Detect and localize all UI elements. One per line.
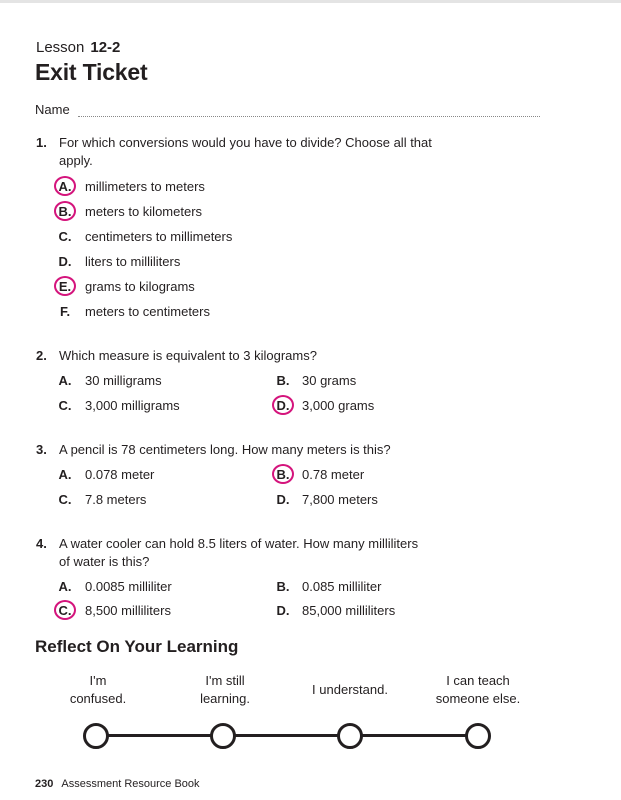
q3-number: 3. — [36, 442, 47, 457]
page-title: Exit Ticket — [35, 59, 148, 85]
q2-option-c-letter[interactable]: C. — [58, 398, 72, 413]
scale-label-confused — [48, 672, 148, 708]
q1-option-e-text: grams to kilograms — [85, 279, 195, 294]
scale-label-confused-line2: confused. — [69, 691, 127, 706]
q4-option-a-letter[interactable]: A. — [58, 579, 72, 594]
q4-option-c-text: 8,500 milliliters — [85, 603, 171, 618]
scale-label-teach-line1: I can teach — [446, 673, 510, 688]
q2-option-c-text: 3,000 milligrams — [85, 398, 180, 413]
q1-option-b-letter[interactable]: B. — [58, 204, 72, 219]
scale-node-understand[interactable] — [337, 723, 363, 749]
q1-option-e-letter[interactable]: E. — [58, 279, 72, 294]
page-number: 230 — [35, 778, 54, 790]
scale-label-teach — [418, 672, 538, 708]
reflect-scale-line — [96, 734, 478, 737]
q4-option-d-letter[interactable]: D. — [276, 603, 290, 618]
q2-option-a-letter[interactable]: A. — [58, 373, 72, 388]
q1-option-b-text: meters to kilometers — [85, 204, 203, 219]
q4-option-b-letter[interactable]: B. — [276, 579, 290, 594]
q1-option-c-letter[interactable]: C. — [58, 229, 72, 244]
lesson-heading — [36, 39, 120, 56]
q1-number: 1. — [36, 135, 47, 150]
scale-label-understand-line1: I understand. — [312, 682, 388, 697]
q1-option-d-letter[interactable]: D. — [58, 254, 72, 269]
q3-option-c-letter[interactable]: C. — [58, 492, 72, 507]
q1-option-f-letter[interactable]: F. — [59, 304, 71, 319]
q1-text-line2: apply. — [59, 153, 93, 168]
scale-label-learning-line1: I'm still — [205, 673, 245, 688]
q2-text-line1: Which measure is equivalent to 3 kilograms? — [59, 348, 317, 363]
q2-option-b-letter[interactable]: B. — [276, 373, 290, 388]
scale-label-understand — [295, 681, 405, 699]
lesson-label: Lesson — [36, 39, 85, 56]
name-label: Name — [35, 102, 70, 117]
q2-option-d-letter[interactable]: D. — [276, 398, 290, 413]
q4-option-d-text: 85,000 milliliters — [302, 603, 396, 618]
book-title: Assessment Resource Book — [61, 778, 200, 790]
q1-option-d-text: liters to milliliters — [85, 254, 181, 269]
q3-option-c-text: 7.8 meters — [85, 492, 147, 507]
q4-option-c-letter[interactable]: C. — [58, 603, 72, 618]
q3-option-d-letter[interactable]: D. — [276, 492, 290, 507]
q4-text-line2: of water is this? — [59, 554, 150, 569]
scale-label-learning — [175, 672, 275, 708]
q1-option-a-letter[interactable]: A. — [58, 179, 72, 194]
q3-option-a-text: 0.078 meter — [85, 467, 155, 482]
q2-number: 2. — [36, 348, 47, 363]
reflect-heading: Reflect On Your Learning — [35, 637, 239, 656]
q1-option-a-text: millimeters to meters — [85, 179, 205, 194]
scale-label-confused-line1: I'm — [89, 673, 107, 688]
q4-text-line1: A water cooler can hold 8.5 liters of water. How many milliliters — [59, 536, 419, 551]
page-top-border — [0, 0, 621, 3]
q3-option-d-text: 7,800 meters — [302, 492, 378, 507]
q2-option-d-text: 3,000 grams — [302, 398, 375, 413]
q3-option-a-letter[interactable]: A. — [58, 467, 72, 482]
q2-option-a-text: 30 milligrams — [85, 373, 162, 388]
q4-option-a-text: 0.0085 milliliter — [85, 579, 172, 594]
scale-node-confused[interactable] — [83, 723, 109, 749]
scale-label-learning-line2: learning. — [200, 691, 250, 706]
q3-option-b-text: 0.78 meter — [302, 467, 365, 482]
q4-option-b-text: 0.085 milliliter — [302, 579, 382, 594]
scale-node-teach[interactable] — [465, 723, 491, 749]
scale-node-learning[interactable] — [210, 723, 236, 749]
name-field-line[interactable] — [78, 116, 540, 117]
page-footer — [35, 778, 200, 790]
q3-text-line1: A pencil is 78 centimeters long. How many meters is this? — [59, 442, 391, 457]
lesson-number: 12-2 — [90, 39, 121, 56]
q1-option-c-text: centimeters to millimeters — [85, 229, 233, 244]
q1-option-f-text: meters to centimeters — [85, 304, 210, 319]
q1-text-line1: For which conversions would you have to divide? Choose all that — [59, 135, 432, 150]
scale-label-teach-line2: someone else. — [435, 691, 521, 706]
q3-option-b-letter[interactable]: B. — [276, 467, 290, 482]
q4-number: 4. — [36, 536, 47, 551]
q2-option-b-text: 30 grams — [302, 373, 357, 388]
